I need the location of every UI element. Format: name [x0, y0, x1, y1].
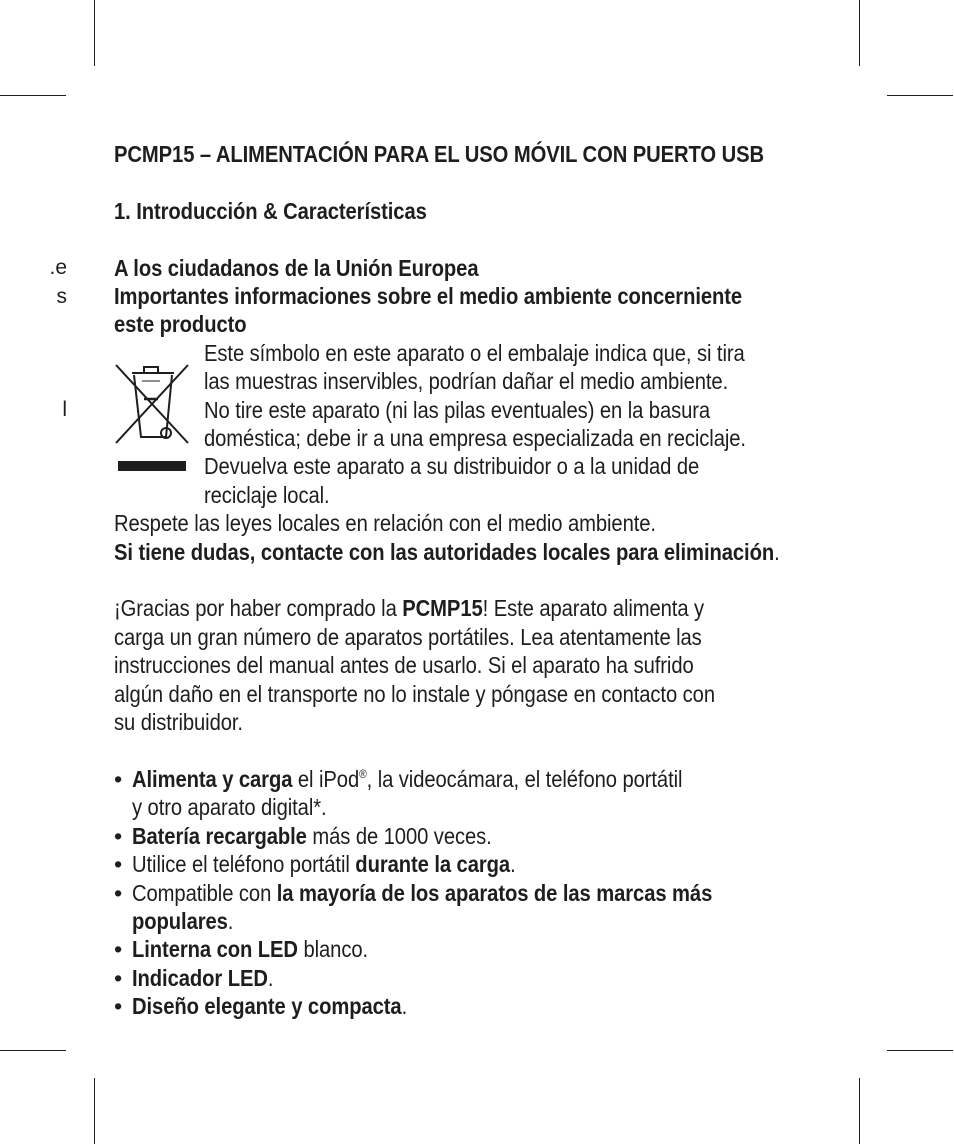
respect-laws-text: Respete las leyes locales en relación con el medio ambiente.	[114, 510, 656, 537]
feature-bold: la mayoría de los aparatos de las marcas más	[276, 879, 713, 906]
feature-text: , la videocámara, el teléfono portátil	[366, 765, 683, 792]
weee-line: Este símbolo en este aparato o el embalaje indica que, si tira	[204, 339, 745, 366]
weee-line: No tire este aparato (ni las pilas eventuales) en la basura	[204, 396, 711, 423]
weee-line: las muestras inservibles, podrían dañar el medio ambiente.	[204, 368, 729, 395]
manual-page	[114, 140, 854, 1021]
document-heading: PCMP15 – ALIMENTACIÓN PARA EL USO MÓVIL CON PUERTO USB	[114, 141, 765, 167]
feature-item	[114, 935, 854, 963]
eu-title: A los ciudadanos de la Unión Europea	[114, 254, 479, 281]
feature-bold: Linterna con LED	[132, 936, 298, 963]
crop-mark-bottom-right	[859, 1078, 860, 1144]
crop-mark-top-right	[859, 0, 860, 66]
feature-text: más de 1000 veces.	[306, 822, 492, 849]
doubts-bold: Si tiene dudas, contacte con las autoridades locales para eliminación	[114, 538, 775, 565]
feature-text: .	[401, 993, 408, 1020]
feature-text: el iPod	[292, 765, 360, 792]
intro-text: ! Este aparato alimenta y	[482, 595, 705, 622]
intro-paragraph-line: carga un gran número de aparatos portátiles. Lea atentamente las	[114, 623, 702, 650]
intro-paragraph-line: algún daño en el transporte no lo instale y póngase en contacto con	[114, 680, 715, 707]
registered-mark: ®	[359, 766, 367, 781]
feature-item	[114, 879, 854, 936]
bullet-glyph: •	[114, 765, 123, 792]
doubts-text	[114, 538, 780, 566]
feature-bold: Diseño elegante y compacta	[132, 993, 402, 1020]
crop-mark-left-bottom	[0, 1050, 66, 1051]
adjacent-page-fragment: s	[56, 285, 67, 308]
feature-text: .	[227, 907, 234, 934]
feature-item	[114, 850, 854, 878]
feature-text: Compatible con	[132, 879, 277, 906]
feature-item	[114, 992, 854, 1020]
weee-notice	[114, 339, 854, 509]
weee-line: reciclaje local.	[204, 481, 330, 508]
bullet-glyph: •	[114, 964, 123, 991]
feature-text: .	[267, 964, 274, 991]
intro-text: ¡Gracias por haber comprado la	[114, 595, 403, 622]
weee-crossed-bin-icon	[114, 361, 190, 473]
feature-item	[114, 765, 854, 822]
product-code: PCMP15	[402, 595, 483, 622]
bullet-glyph: •	[114, 993, 123, 1020]
feature-bold: Indicador LED	[132, 964, 268, 991]
feature-text: blanco.	[297, 936, 369, 963]
feature-bold: Batería recargable	[132, 822, 307, 849]
crop-mark-right-top	[887, 95, 953, 96]
feature-bold: durante la carga	[355, 851, 511, 878]
section-title: 1. Introducción & Características	[114, 197, 427, 224]
weee-line: doméstica; debe ir a una empresa especializada en reciclaje.	[204, 425, 746, 452]
eu-subtitle-cont: este producto	[114, 311, 247, 338]
feature-text: .	[510, 851, 516, 878]
feature-item	[114, 964, 854, 992]
bullet-glyph: •	[114, 822, 123, 849]
intro-paragraph-line: instrucciones del manual antes de usarlo. Si el aparato ha sufrido	[114, 652, 694, 679]
feature-text: Utilice el teléfono portátil	[132, 851, 356, 878]
feature-bold: Alimenta y carga	[132, 765, 293, 792]
weee-line: Devuelva este aparato a su distribuidor o a la unidad de	[204, 453, 700, 480]
feature-text: y otro aparato digital*.	[132, 794, 327, 821]
bullet-glyph: •	[114, 879, 123, 906]
doubts-period: .	[774, 538, 780, 565]
crop-mark-bottom-left	[94, 1078, 95, 1144]
bullet-glyph: •	[114, 851, 123, 878]
feature-item	[114, 822, 854, 850]
adjacent-page-fragment: e.	[49, 256, 67, 279]
intro-paragraph-line: su distribuidor.	[114, 709, 243, 736]
bullet-glyph: •	[114, 936, 123, 963]
crop-mark-right-bottom	[887, 1050, 953, 1051]
intro-paragraph-line	[114, 594, 750, 622]
crop-mark-left-top	[0, 95, 66, 96]
eu-subtitle: Importantes informaciones sobre el medio ambiente concerniente	[114, 283, 743, 309]
adjacent-page-fragment: l	[62, 398, 67, 421]
crop-mark-top-left	[94, 0, 95, 66]
feature-bold: populares	[132, 907, 228, 934]
